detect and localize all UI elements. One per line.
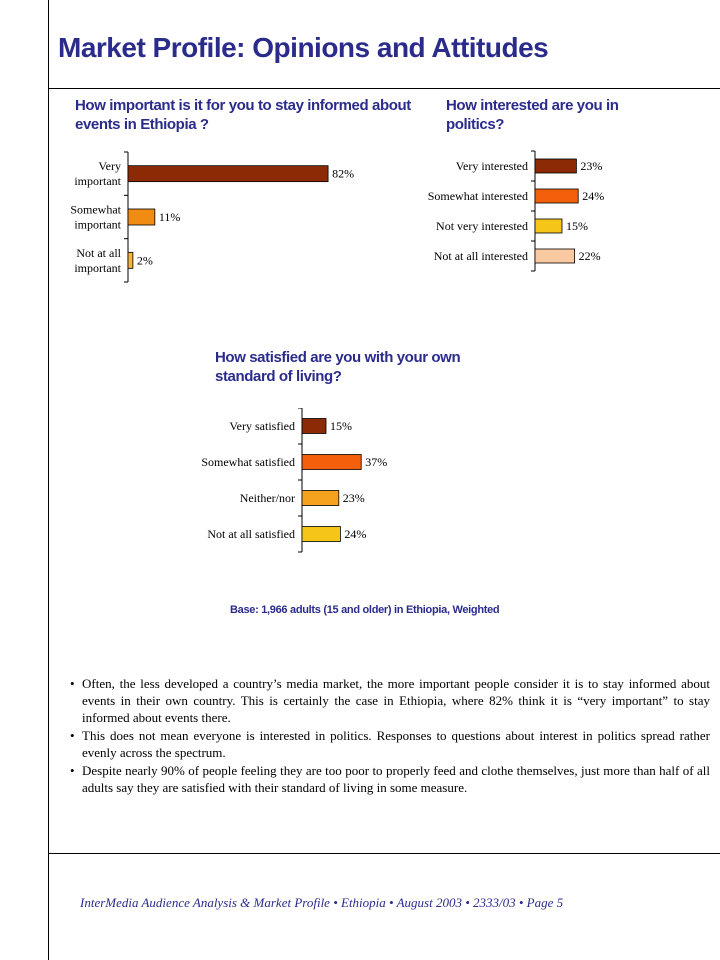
- category-label: Not at all: [76, 245, 121, 260]
- politics-interest-chart-svg: [405, 148, 720, 278]
- data-label: 23%: [580, 159, 603, 173]
- bullet-icon: •: [70, 728, 75, 743]
- bar: [302, 455, 361, 470]
- category-label: Very satisfied: [229, 419, 295, 433]
- bullet-item: [70, 762, 710, 796]
- base-note: Base: 1,966 adults (15 and older) in Ethiopia, Weighted: [230, 604, 500, 616]
- bar: [535, 189, 578, 203]
- bar: [535, 219, 562, 233]
- left-margin-rule: [48, 0, 49, 960]
- chart-3-title: How satisfied are you with your own standard of living?: [215, 349, 461, 385]
- data-label: 24%: [582, 189, 605, 203]
- bullet-icon: •: [70, 763, 75, 778]
- category-label: Somewhat interested: [427, 189, 528, 203]
- bullet-item: [70, 727, 710, 761]
- chart-1-title: How important is it for you to stay informed about events in Ethiopia ?: [75, 97, 411, 133]
- bullet-text: This does not mean everyone is interested in politics. Responses to questions about interest in politics spread rather evenly across the spectrum.: [82, 728, 710, 760]
- bullet-text: Often, the less developed a country’s media market, the more important people consider it is to stay informed about events in their own country. This is certainly the case in Ethiopia, where 82% think it is “very important” to stay informed about events there.: [82, 676, 710, 725]
- bar: [302, 527, 340, 542]
- category-label: Neither/nor: [239, 491, 295, 505]
- bar: [535, 159, 576, 173]
- bar: [128, 209, 155, 225]
- data-label: 82%: [332, 166, 355, 181]
- bar: [535, 249, 575, 263]
- category-label: Not at all satisfied: [207, 527, 295, 541]
- bullet-icon: •: [70, 676, 75, 691]
- bar: [128, 252, 133, 268]
- data-label: 22%: [578, 249, 601, 263]
- bar: [302, 419, 326, 434]
- category-label: Very: [98, 159, 121, 174]
- category-label: Not at all interested: [433, 249, 528, 263]
- category-label: Somewhat satisfied: [201, 455, 295, 469]
- footer-text: InterMedia Audience Analysis & Market Profile • Ethiopia • August 2003 • 2333/03 • Page 5: [80, 895, 564, 910]
- data-label: 24%: [344, 527, 367, 541]
- politics-interest-chart: [405, 148, 720, 278]
- satisfaction-chart: [180, 408, 500, 558]
- satisfaction-chart-svg: [180, 408, 500, 558]
- category-label: important: [74, 174, 121, 189]
- data-label: 37%: [365, 455, 388, 469]
- bullet-item: [70, 675, 710, 726]
- chart-2-title: How interested are you in politics?: [446, 97, 619, 133]
- importance-chart: [60, 148, 380, 288]
- bar: [302, 491, 339, 506]
- category-label: Very interested: [455, 159, 528, 173]
- data-label: 23%: [342, 491, 365, 505]
- data-label: 2%: [136, 253, 153, 268]
- bar: [128, 166, 328, 182]
- category-label: Not very interested: [436, 219, 528, 233]
- importance-chart-svg: [60, 148, 380, 288]
- data-label: 15%: [566, 219, 588, 233]
- data-label: 15%: [330, 419, 352, 433]
- footer-divider: [48, 853, 720, 854]
- bullet-text: Despite nearly 90% of people feeling they are too poor to properly feed and clothe themselves, just more than half of all adults say they are satisfied with their standard of living in some measure.: [82, 763, 710, 795]
- data-label: 11%: [158, 210, 181, 224]
- category-label: important: [74, 260, 121, 275]
- category-label: Somewhat: [70, 202, 121, 217]
- bullet-list: [70, 675, 710, 797]
- title-divider: [48, 88, 720, 89]
- page-title: Market Profile: Opinions and Attitudes: [58, 32, 549, 63]
- category-label: important: [74, 217, 121, 232]
